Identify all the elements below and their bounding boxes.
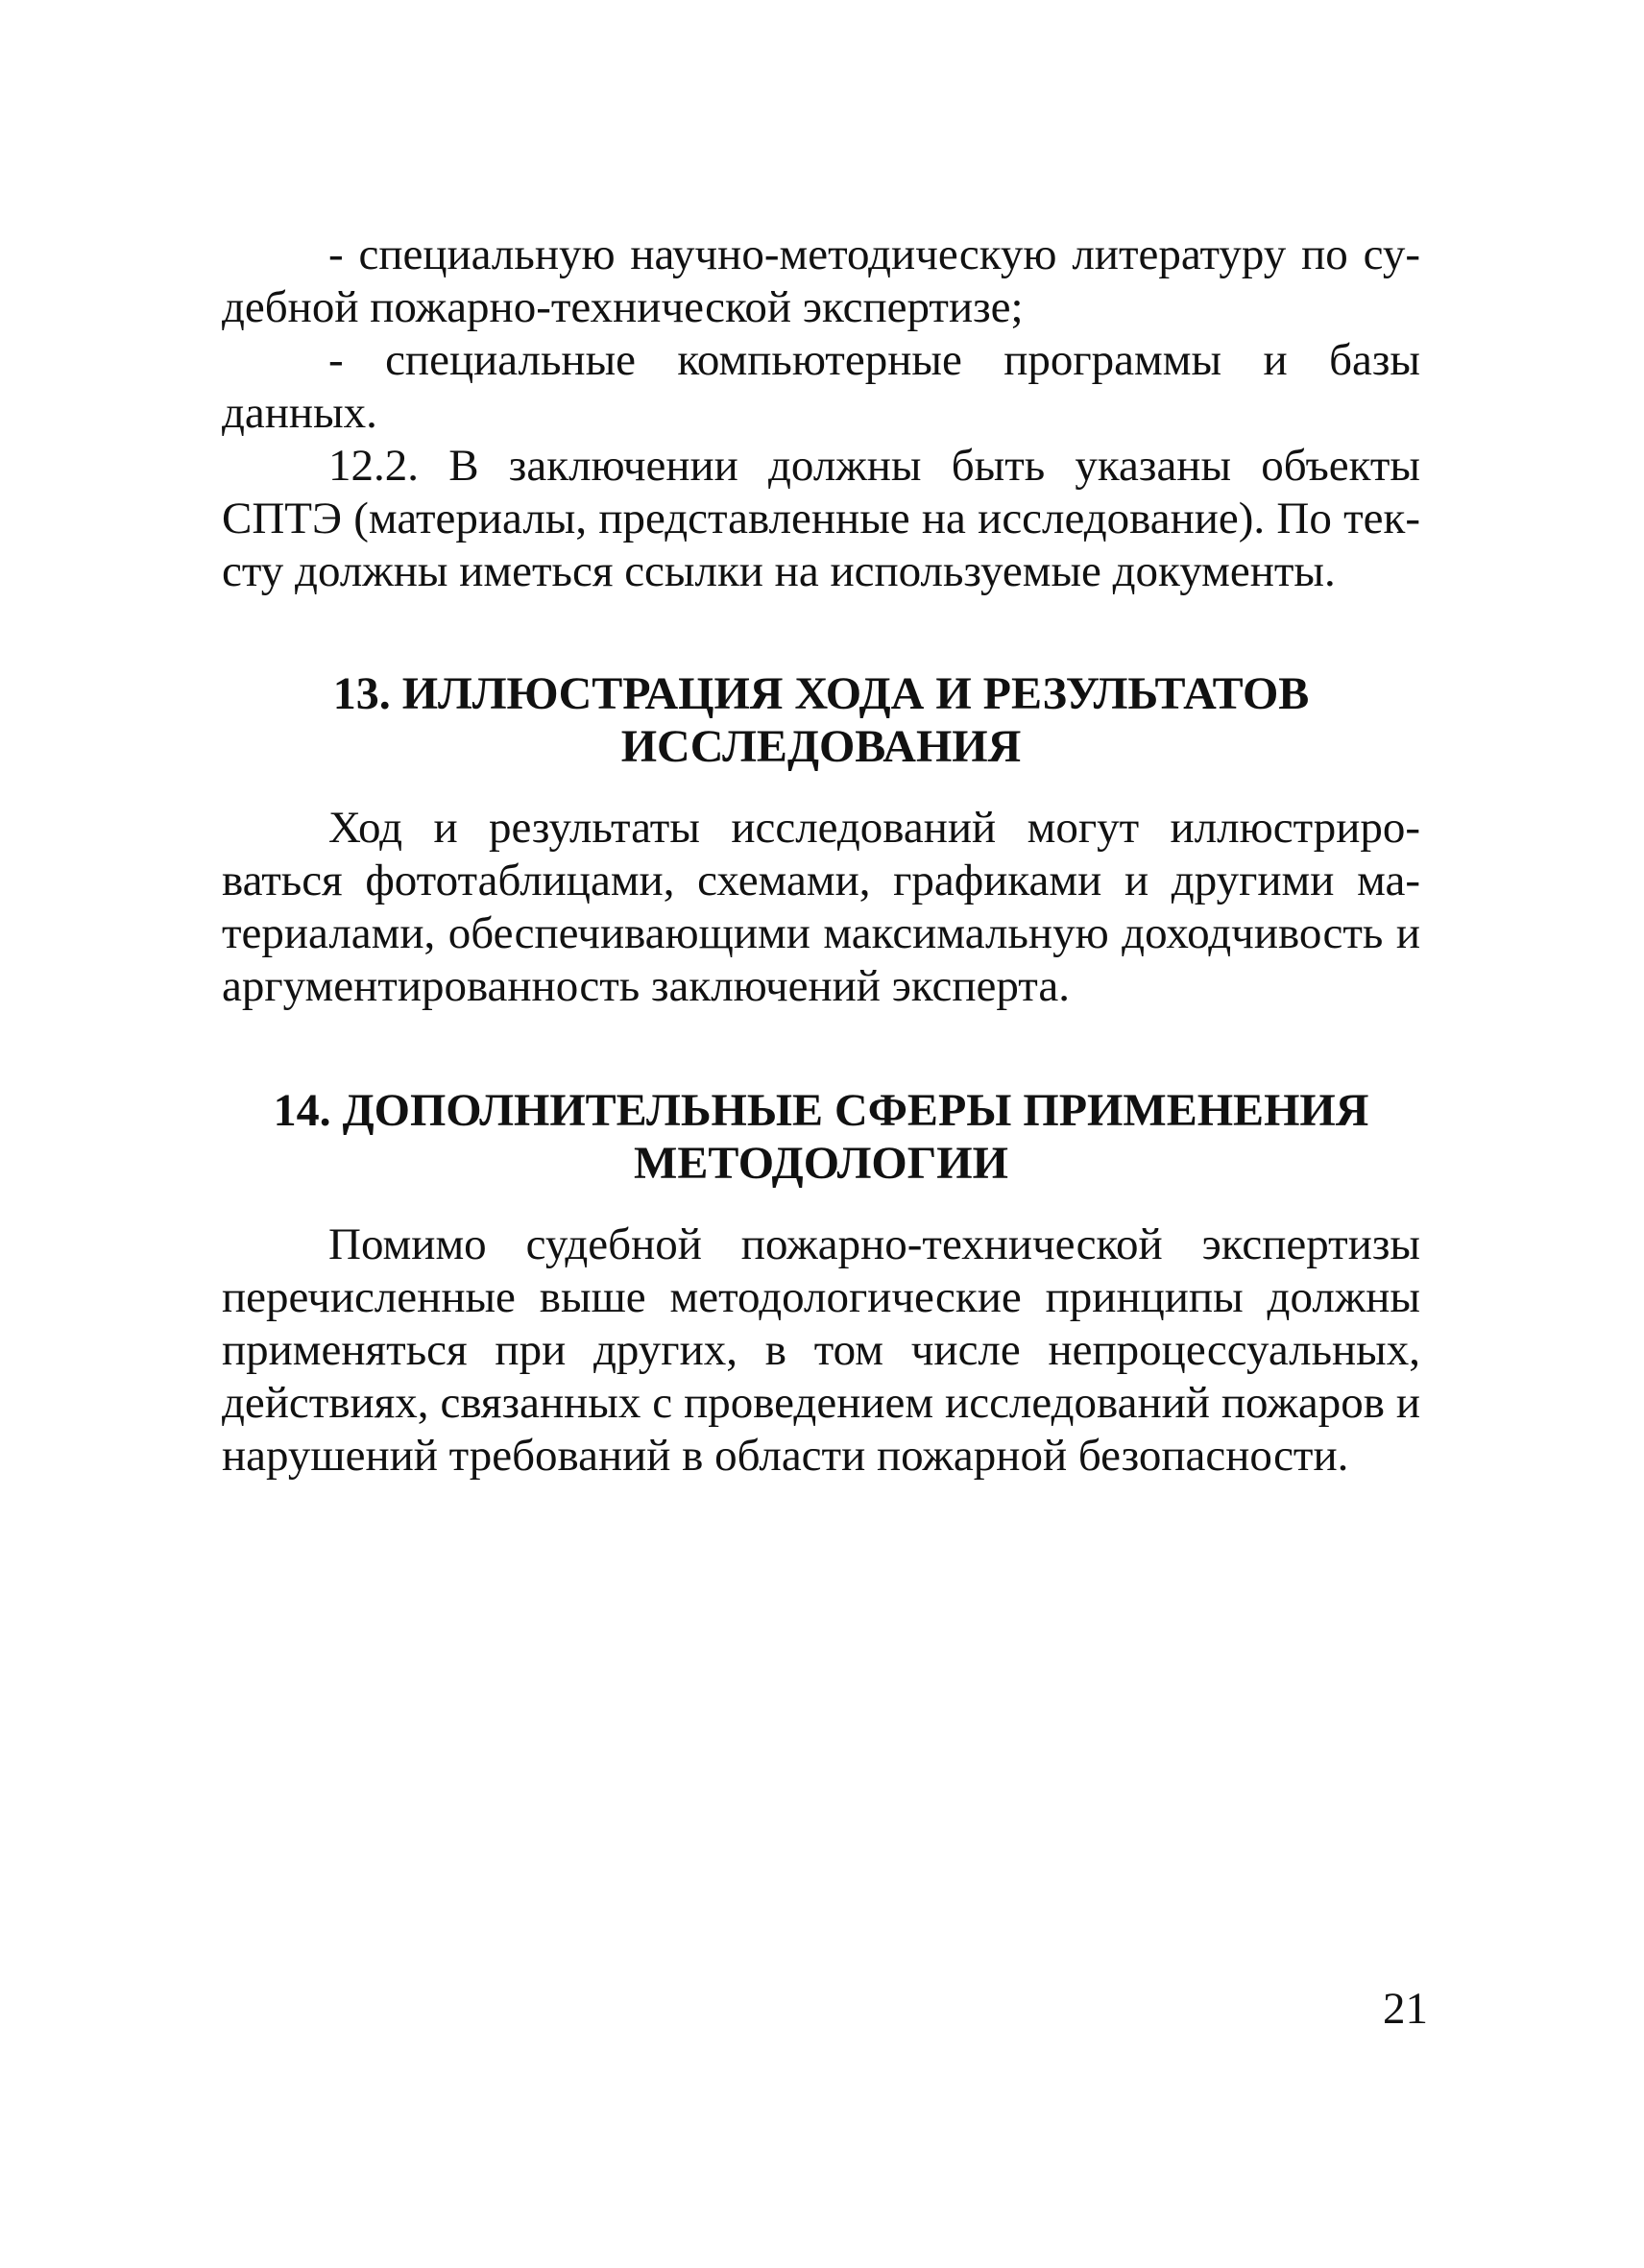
section-14-heading: 14. ДОПОЛНИТЕЛЬНЫЕ СФЕРЫ ПРИМЕНЕНИЯ МЕТОДОЛОГИИ [273, 1085, 1369, 1189]
clause-12-2: 12.2. В заключении должны быть указаны объекты СПТЭ (материалы, представленные на исследование). По тек-сту должны иметься ссылки на используемые документы. [222, 441, 1420, 596]
page-body [222, 229, 1420, 1483]
section-13-paragraph: Ход и результаты исследований могут иллюстриро-ваться фототаблицами, схемами, графиками и другими ма-териалами, обеспечивающими максимальную доходчивость и аргументированность заключений эксперта. [222, 803, 1420, 1011]
section-13-heading: 13. ИЛЛЮСТРАЦИЯ ХОДА И РЕЗУЛЬТАТОВ ИССЛЕДОВАНИЯ [332, 668, 1310, 772]
list-item-literature: - специальную научно-методическую литературу по су-дебной пожарно-технической экспертизе; [222, 229, 1420, 332]
list-item-software: - специальные компьютерные программы и базы данных. [222, 335, 1420, 438]
section-14-paragraph: Помимо судебной пожарно-технической экспертизы перечисленные выше методологические принципы должны применяться при других, в том числе непроцессуальных, действиях, связанных с проведением исследований пожаров и нарушений требований в области пожарной безопасности. [222, 1219, 1420, 1481]
page-number: 21 [1383, 1984, 1428, 2034]
